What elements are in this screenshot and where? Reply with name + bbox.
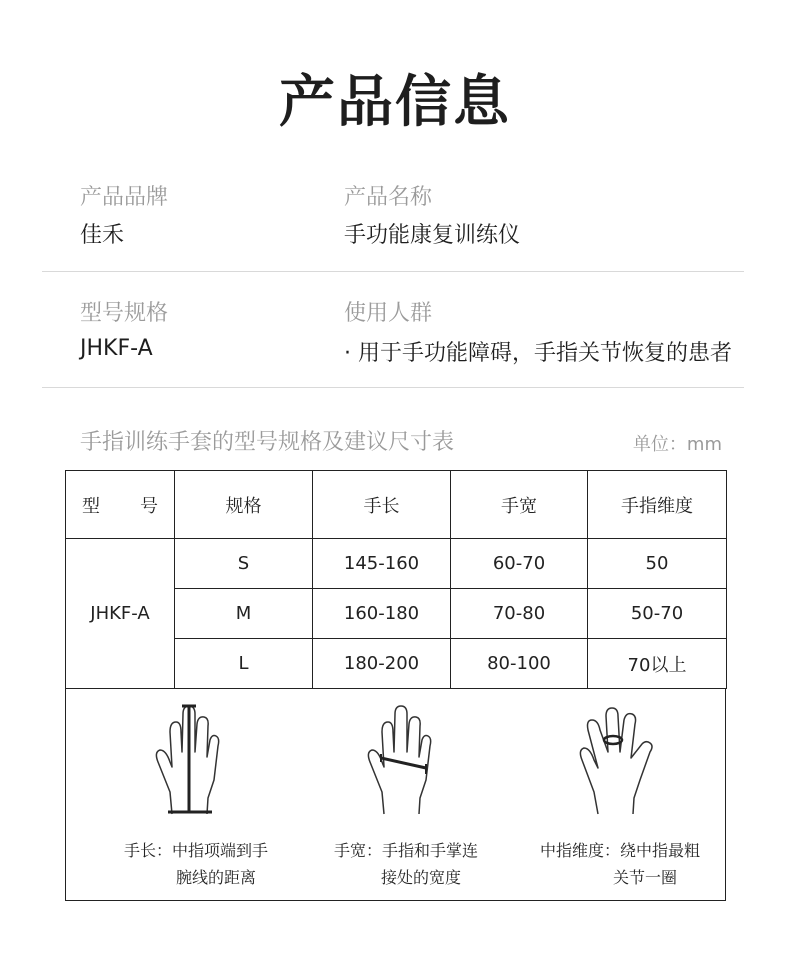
header-width: 手宽 [451, 471, 588, 539]
users-value: · 用于手功能障碍，手指关节恢复的患者 [344, 341, 732, 366]
width-cell: 80-100 [451, 639, 588, 689]
finger-cell: 70以上 [588, 639, 727, 689]
header-finger: 手指维度 [588, 471, 727, 539]
table-row [66, 539, 727, 589]
product-name-value: 手功能康复训练仪 [344, 223, 521, 248]
model-cell: JHKF-A [66, 539, 175, 689]
length-cell: 180-200 [313, 639, 451, 689]
size-cell: S [175, 539, 313, 589]
size-table [65, 470, 727, 689]
caption-length: 手长：中指项端到手 腕线的距离 [123, 841, 268, 887]
finger-cell: 50-70 [588, 589, 727, 639]
brand-label: 产品品牌 [80, 185, 169, 210]
width-cell: 70-80 [451, 589, 588, 639]
page-title: 产品信息 [279, 70, 511, 135]
model-label: 型号规格 [80, 301, 169, 326]
hand-width-icon [364, 702, 434, 822]
size-table-title: 手指训练手套的型号规格及建议尺寸表 [80, 430, 455, 455]
header-model: 型 号 [66, 471, 175, 539]
measurement-illustrations [65, 688, 726, 901]
length-cell: 160-180 [313, 589, 451, 639]
divider [42, 271, 744, 272]
hand-length-icon [152, 702, 222, 822]
divider [42, 387, 744, 388]
header-length: 手长 [313, 471, 451, 539]
size-cell: L [175, 639, 313, 689]
brand-value: 佳禾 [80, 223, 125, 248]
width-cell: 60-70 [451, 539, 588, 589]
caption-finger: 中指维度：绕中指最粗 关节一圈 [539, 841, 700, 887]
length-cell: 145-160 [313, 539, 451, 589]
model-value: JHKF-A [80, 336, 153, 361]
header-size: 规格 [175, 471, 313, 539]
users-label: 使用人群 [344, 301, 433, 326]
size-cell: M [175, 589, 313, 639]
finger-girth-icon [576, 702, 656, 822]
unit-label: 单位：mm [632, 434, 722, 455]
caption-width: 手宽：手指和手掌连 接处的宽度 [333, 841, 478, 887]
finger-cell: 50 [588, 539, 727, 589]
table-header-row [66, 471, 727, 539]
product-name-label: 产品名称 [344, 185, 433, 210]
